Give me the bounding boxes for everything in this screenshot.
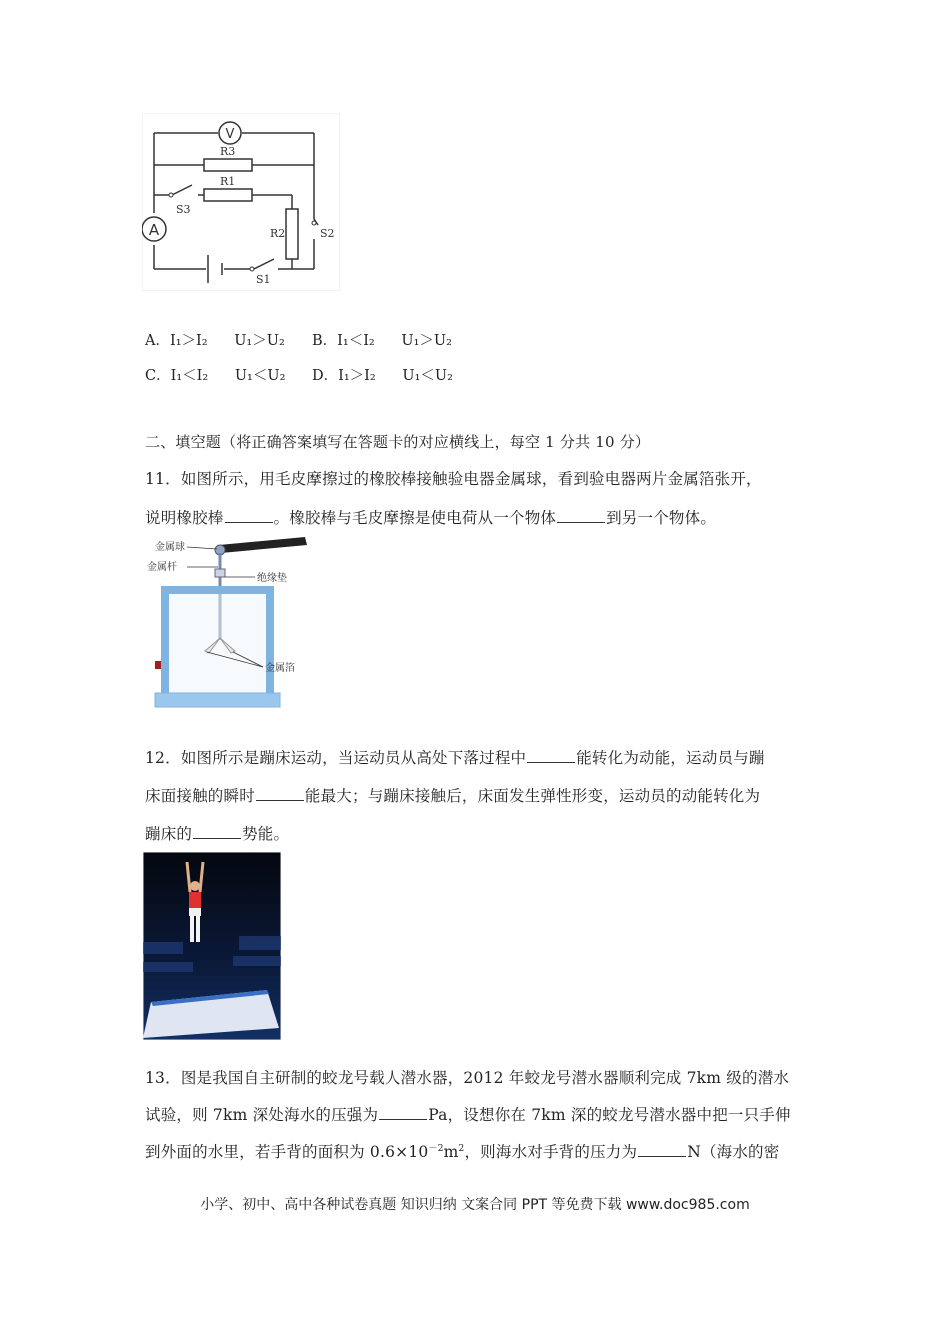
switch-s2-contact xyxy=(312,221,316,225)
resistor-r3 xyxy=(204,159,252,171)
page-footer: 小学、初中、高中各种试卷真题 知识归纳 文案合同 PPT 等免费下载 www.doc985.com xyxy=(200,1197,750,1213)
q13-text-e: N（海水的密 xyxy=(687,1143,780,1161)
option-c-voltage: U₁＜U₂ xyxy=(234,368,286,384)
option-a-current: I₁＞I₂ xyxy=(169,333,208,349)
q13-unit-exp: 2 xyxy=(458,1143,465,1154)
q11-text-c: 到另一个物体。 xyxy=(606,509,717,527)
option-d-label: D． xyxy=(312,368,339,384)
option-c-label: C． xyxy=(145,368,171,384)
ammeter-icon xyxy=(142,217,166,241)
option-b-voltage: U₁＞U₂ xyxy=(401,333,452,349)
q12-line-3 xyxy=(145,822,289,844)
option-d-current: I₁＞I₂ xyxy=(338,368,376,384)
q11-text-b: 。橡胶棒与毛皮摩擦是使电荷从一个物体 xyxy=(273,509,557,527)
resistor-r2 xyxy=(286,209,298,259)
resistor-r1 xyxy=(204,189,252,201)
q12-blank-1[interactable] xyxy=(527,748,575,763)
label-metal-foil: 金属箔 xyxy=(265,663,295,674)
option-b-current: I₁＜I₂ xyxy=(337,333,375,349)
electroscope-figure xyxy=(145,535,310,713)
q13-blank-2[interactable] xyxy=(638,1142,686,1157)
option-b xyxy=(312,329,452,350)
option-a xyxy=(145,329,285,350)
q12-text-a: 12．如图所示是蹦床运动，当运动员从高处下落过程中 xyxy=(145,749,527,767)
q12-blank-3[interactable] xyxy=(193,824,241,839)
q11-line-2 xyxy=(145,506,716,528)
r1-label: R1 xyxy=(220,175,236,188)
option-d-voltage: U₁＜U₂ xyxy=(402,368,453,384)
voltmeter-icon xyxy=(219,122,241,144)
label-metal-rod: 金属杆 xyxy=(147,562,177,573)
switch-s1-contact xyxy=(250,267,254,271)
insulating-pad xyxy=(215,569,225,577)
q13-line-2 xyxy=(145,1103,791,1125)
option-a-voltage: U₁＞U₂ xyxy=(234,333,285,349)
q13-exponent: －2 xyxy=(428,1143,444,1154)
option-d xyxy=(312,364,453,385)
q13-line-1: 13．图是我国自主研制的蛟龙号载人潜水器，2012 年蛟龙号潜水器顺利完成 7km 级的潜水 xyxy=(145,1069,790,1087)
switch-s3-contact xyxy=(169,193,173,197)
q12-text-d: 能最大；与蹦床接触后，床面发生弹性形变，运动员的动能转化为 xyxy=(304,787,761,805)
ammeter-label: A xyxy=(148,221,160,239)
q11-line-1: 11．如图所示，用毛皮摩擦过的橡胶棒接触验电器金属球，看到验电器两片金属箔张开， xyxy=(145,470,762,488)
q13-text-b: Pa，设想你在 7km 深的蛟龙号潜水器中把一只手伸 xyxy=(428,1106,791,1124)
label-metal-ball: 金属球 xyxy=(155,542,185,553)
q12-line-1 xyxy=(145,746,765,768)
q12-blank-2[interactable] xyxy=(256,786,304,801)
q13-text-a: 试验，则 7km 深处海水的压强为 xyxy=(145,1106,379,1124)
q12-text-b: 能转化为动能，运动员与蹦 xyxy=(576,749,765,767)
q13-text-c: 到外面的水里，若手背的面积为 0.6×10 xyxy=(145,1143,429,1161)
r2-label: R2 xyxy=(270,227,286,240)
q13-line-3 xyxy=(145,1140,779,1162)
s2-label: S2 xyxy=(320,227,335,240)
electroscope-base xyxy=(155,693,280,707)
q11-blank-1[interactable] xyxy=(225,508,273,523)
knob xyxy=(155,661,161,669)
option-a-label: A． xyxy=(145,333,170,349)
option-c xyxy=(145,364,285,385)
s1-label: S1 xyxy=(256,273,271,286)
section-2-heading: 二、填空题（将正确答案填写在答题卡的对应横线上，每空 1 分共 10 分） xyxy=(145,433,651,451)
label-insulating-pad: 绝缘垫 xyxy=(257,573,287,584)
q11-blank-2[interactable] xyxy=(557,508,605,523)
q13-blank-1[interactable] xyxy=(379,1105,427,1120)
q13-unit: m xyxy=(443,1143,459,1161)
circuit-diagram xyxy=(142,113,340,291)
voltmeter-label: V xyxy=(225,127,235,142)
q12-text-e: 蹦床的 xyxy=(145,825,193,843)
q12-line-2 xyxy=(145,784,760,806)
r3-label: R3 xyxy=(220,145,236,158)
q12-text-f: 势能。 xyxy=(242,825,290,843)
q12-text-c: 床面接触的瞬时 xyxy=(145,787,255,805)
trampoline-photo xyxy=(143,852,281,1040)
q11-text-a: 说明橡胶棒 xyxy=(145,509,224,527)
option-b-label: B． xyxy=(312,333,338,349)
q13-text-d: ，则海水对手背的压力为 xyxy=(464,1143,638,1161)
option-c-current: I₁＜I₂ xyxy=(170,368,209,384)
s3-label: S3 xyxy=(176,203,191,216)
